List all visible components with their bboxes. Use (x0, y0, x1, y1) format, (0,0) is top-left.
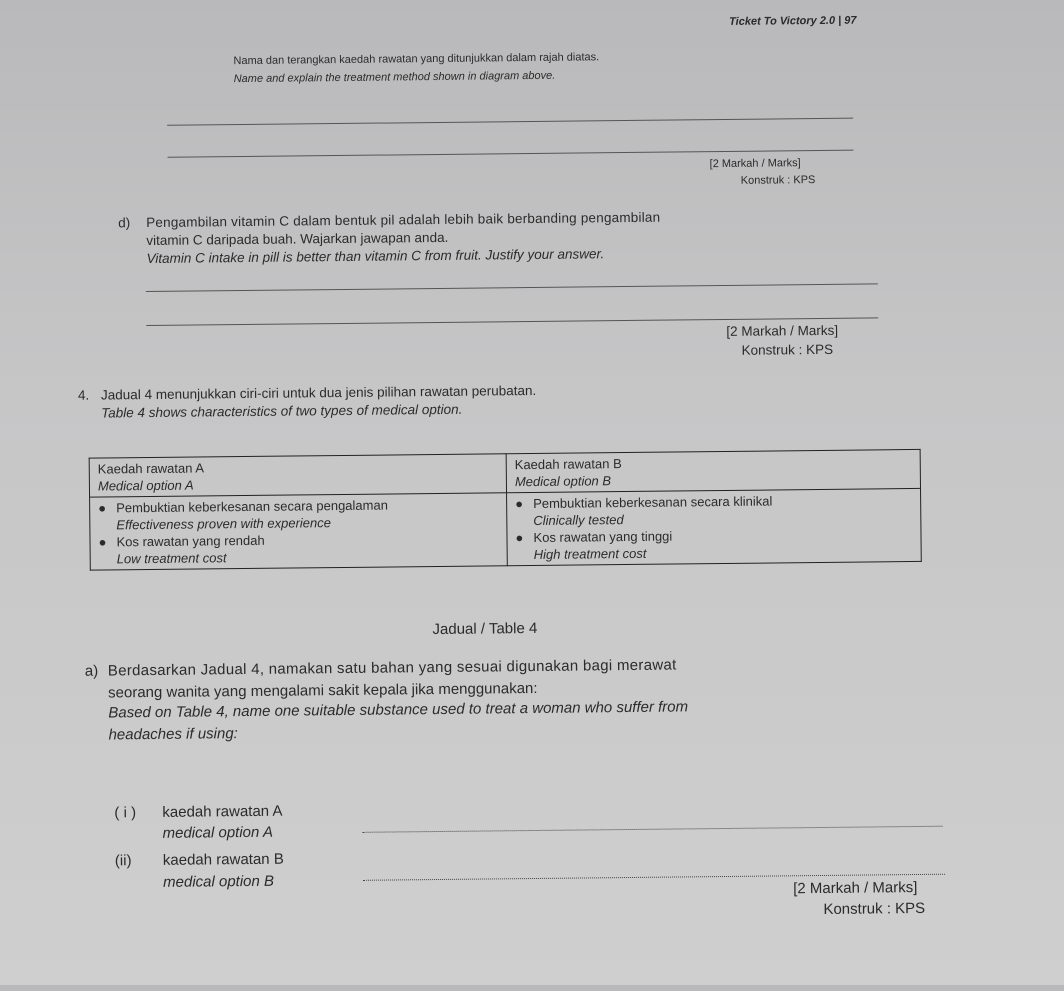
sub-question-en: medical option B (163, 872, 275, 891)
characteristics-table (89, 449, 922, 571)
sub-question-en: medical option A (162, 823, 274, 842)
header-ms: Kaedah rawatan B (514, 456, 622, 473)
question-intro-en: Table 4 shows characteristics of two types of medical option. (101, 401, 463, 421)
table-header-b (506, 449, 920, 492)
answer-line (363, 826, 943, 833)
prev-question-en: Name and explain the treatment method shown in diagram above. (233, 69, 556, 86)
prev-question-ms: Nama dan terangkan kaedah rawatan yang ditunjukkan dalam rajah diatas. (233, 51, 600, 68)
item-ms: Pembuktian keberkesanan secara pengalaman (116, 497, 388, 516)
answer-line (167, 118, 853, 126)
table-row (90, 488, 922, 570)
question-text-en: Based on Table 4, name one suitable substance used to treat a woman who suffer from (108, 698, 689, 722)
sub-question-ms: kaedah rawatan B (162, 850, 284, 869)
marks-label: [2 Markah / Marks] (709, 157, 801, 171)
construct-label: Konstruk : KPS (741, 341, 834, 358)
item-en: Effectiveness proven with experience (116, 515, 332, 533)
answer-line (146, 283, 878, 292)
question-text-ms: vitamin C daripada buah. Wajarkan jawapan anda. (146, 229, 449, 249)
question-text-en: Vitamin C intake in pill is better than vitamin C from fruit. Justify your answer. (146, 246, 605, 267)
item-en: Low treatment cost (116, 550, 227, 567)
table-caption: Jadual / Table 4 (432, 619, 538, 639)
bullet-icon: ● (98, 500, 107, 516)
question-intro-ms: Jadual 4 menunjukkan ciri-ciri untuk dua jenis pilihan rawatan perubatan. (100, 382, 537, 403)
item-ms: Kos rawatan yang tinggi (533, 528, 673, 545)
table-cell-a (90, 493, 508, 570)
table-cell-b (507, 488, 922, 565)
question-number: a) (84, 662, 99, 680)
page-header: Ticket To Victory 2.0 | 97 (729, 14, 857, 28)
construct-label: Konstruk : KPS (823, 899, 926, 918)
bullet-icon: ● (515, 496, 524, 512)
question-text-en: headaches if using: (108, 725, 238, 744)
item-ms: Pembuktian keberkesanan secara klinikal (533, 493, 773, 511)
sub-question-label: ( i ) (114, 804, 137, 822)
marks-label: [2 Markah / Marks] (793, 878, 918, 898)
answer-line (167, 150, 853, 158)
bullet-icon: ● (98, 534, 107, 550)
header-en: Medical option B (514, 473, 612, 490)
question-number: 4. (77, 387, 90, 403)
marks-label: [2 Markah / Marks] (726, 322, 839, 339)
table-header-a (89, 454, 506, 497)
sub-question-ms: kaedah rawatan A (162, 802, 283, 821)
item-en: High treatment cost (533, 545, 647, 562)
bullet-icon: ● (515, 530, 524, 546)
question-text-ms: Berdasarkan Jadual 4, namakan satu bahan yang sesuai digunakan bagi merawat (107, 656, 677, 680)
question-text-ms: Pengambilan vitamin C dalam bentuk pil adalah lebih baik berbanding pengambilan (146, 209, 661, 231)
sub-question-label: (ii) (114, 852, 132, 870)
question-text-ms: seorang wanita yang mengalami sakit kepala jika menggunakan: (108, 679, 538, 702)
construct-label: Konstruk : KPS (740, 174, 816, 187)
header-ms: Kaedah rawatan A (97, 460, 205, 477)
question-number: d) (118, 215, 131, 231)
item-ms: Kos rawatan yang rendah (116, 532, 265, 550)
item-en: Clinically tested (533, 512, 624, 528)
header-en: Medical option A (97, 477, 194, 494)
